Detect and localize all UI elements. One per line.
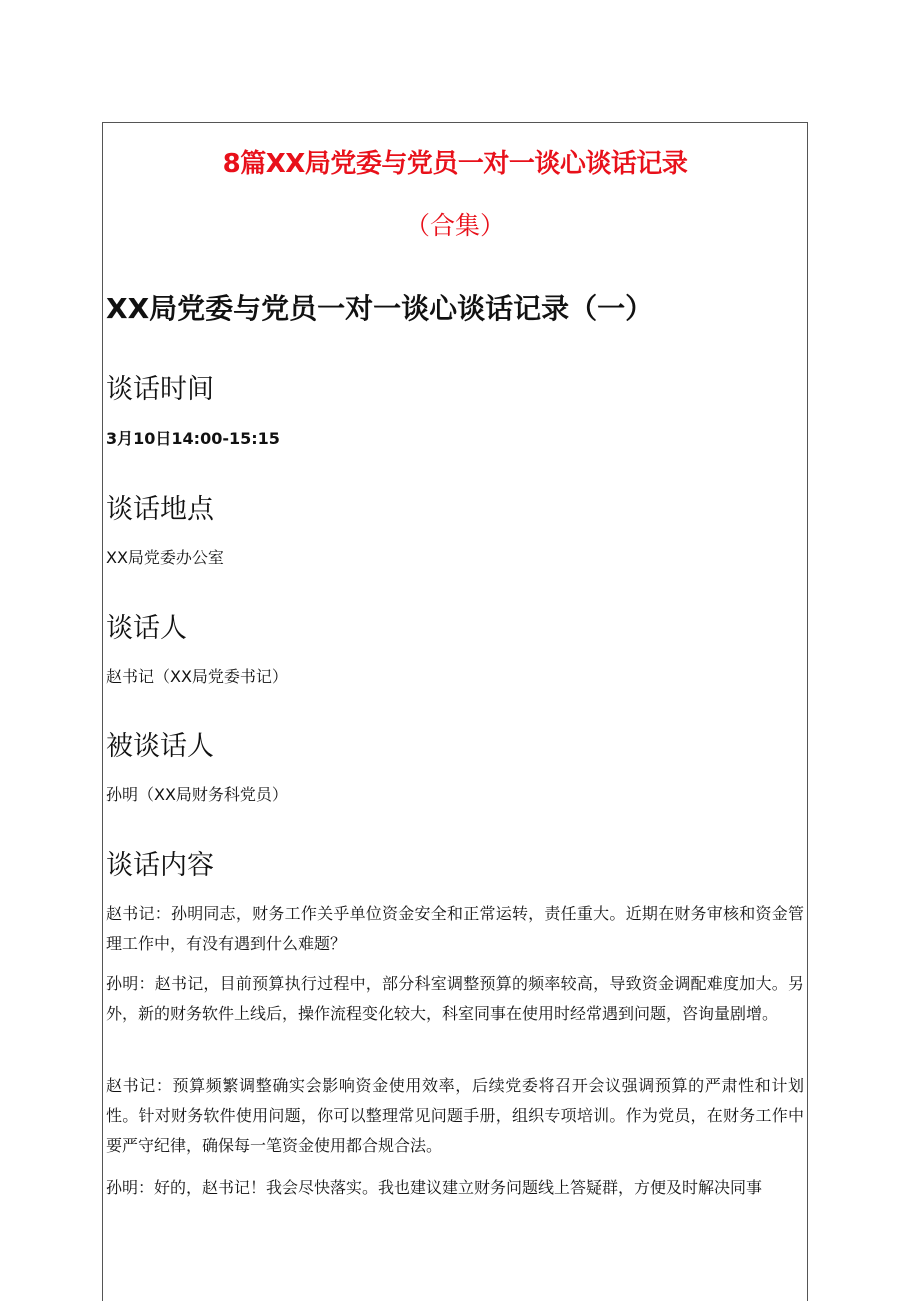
conversation-paragraph: 赵书记：孙明同志，财务工作关乎单位资金安全和正常运转，责任重大。近期在财务审核和资金管理工作中，有没有遇到什么难题？ xyxy=(106,904,804,953)
document-title: 8篇XX局党委与党员一对一谈心谈话记录 xyxy=(222,149,688,179)
section-value-location: XX局党委办公室 xyxy=(106,548,224,567)
conversation-paragraph: 孙明：好的，赵书记！我会尽快落实。我也建议建立财务问题线上答疑群，方便及时解决同事 xyxy=(106,1178,763,1197)
conversation-paragraph: 孙明：赵书记，目前预算执行过程中，部分科室调整预算的频率较高，导致资金调配难度加大。另外，新的财务软件上线后，操作流程变化较大，科室同事在使用时经常遇到问题，咨询量剧增。 xyxy=(106,974,804,1023)
section-heading-interviewer: 谈话人 xyxy=(106,613,187,644)
section-heading-time: 谈话时间 xyxy=(106,374,214,405)
section-value-interviewee: 孙明（XX局财务科党员） xyxy=(106,785,288,804)
section-value-interviewer: 赵书记（XX局党委书记） xyxy=(106,667,288,686)
section-heading-content: 谈话内容 xyxy=(106,850,214,881)
section-value-time: 3月10日14:00-15:15 xyxy=(106,429,280,448)
conversation-paragraph: 赵书记：预算频繁调整确实会影响资金使用效率，后续党委将召开会议强调预算的严肃性和计划性。针对财务软件使用问题，你可以整理常见问题手册，组织专项培训。作为党员，在财务工作中要严守纪律，确保每一笔资金使用都合规合法。 xyxy=(106,1076,804,1155)
record-heading: XX局党委与党员一对一谈心谈话记录（一） xyxy=(106,292,654,325)
document-subtitle: （合集） xyxy=(404,211,505,240)
section-heading-location: 谈话地点 xyxy=(106,494,214,525)
section-heading-interviewee: 被谈话人 xyxy=(106,731,214,762)
document-frame xyxy=(102,122,808,1301)
